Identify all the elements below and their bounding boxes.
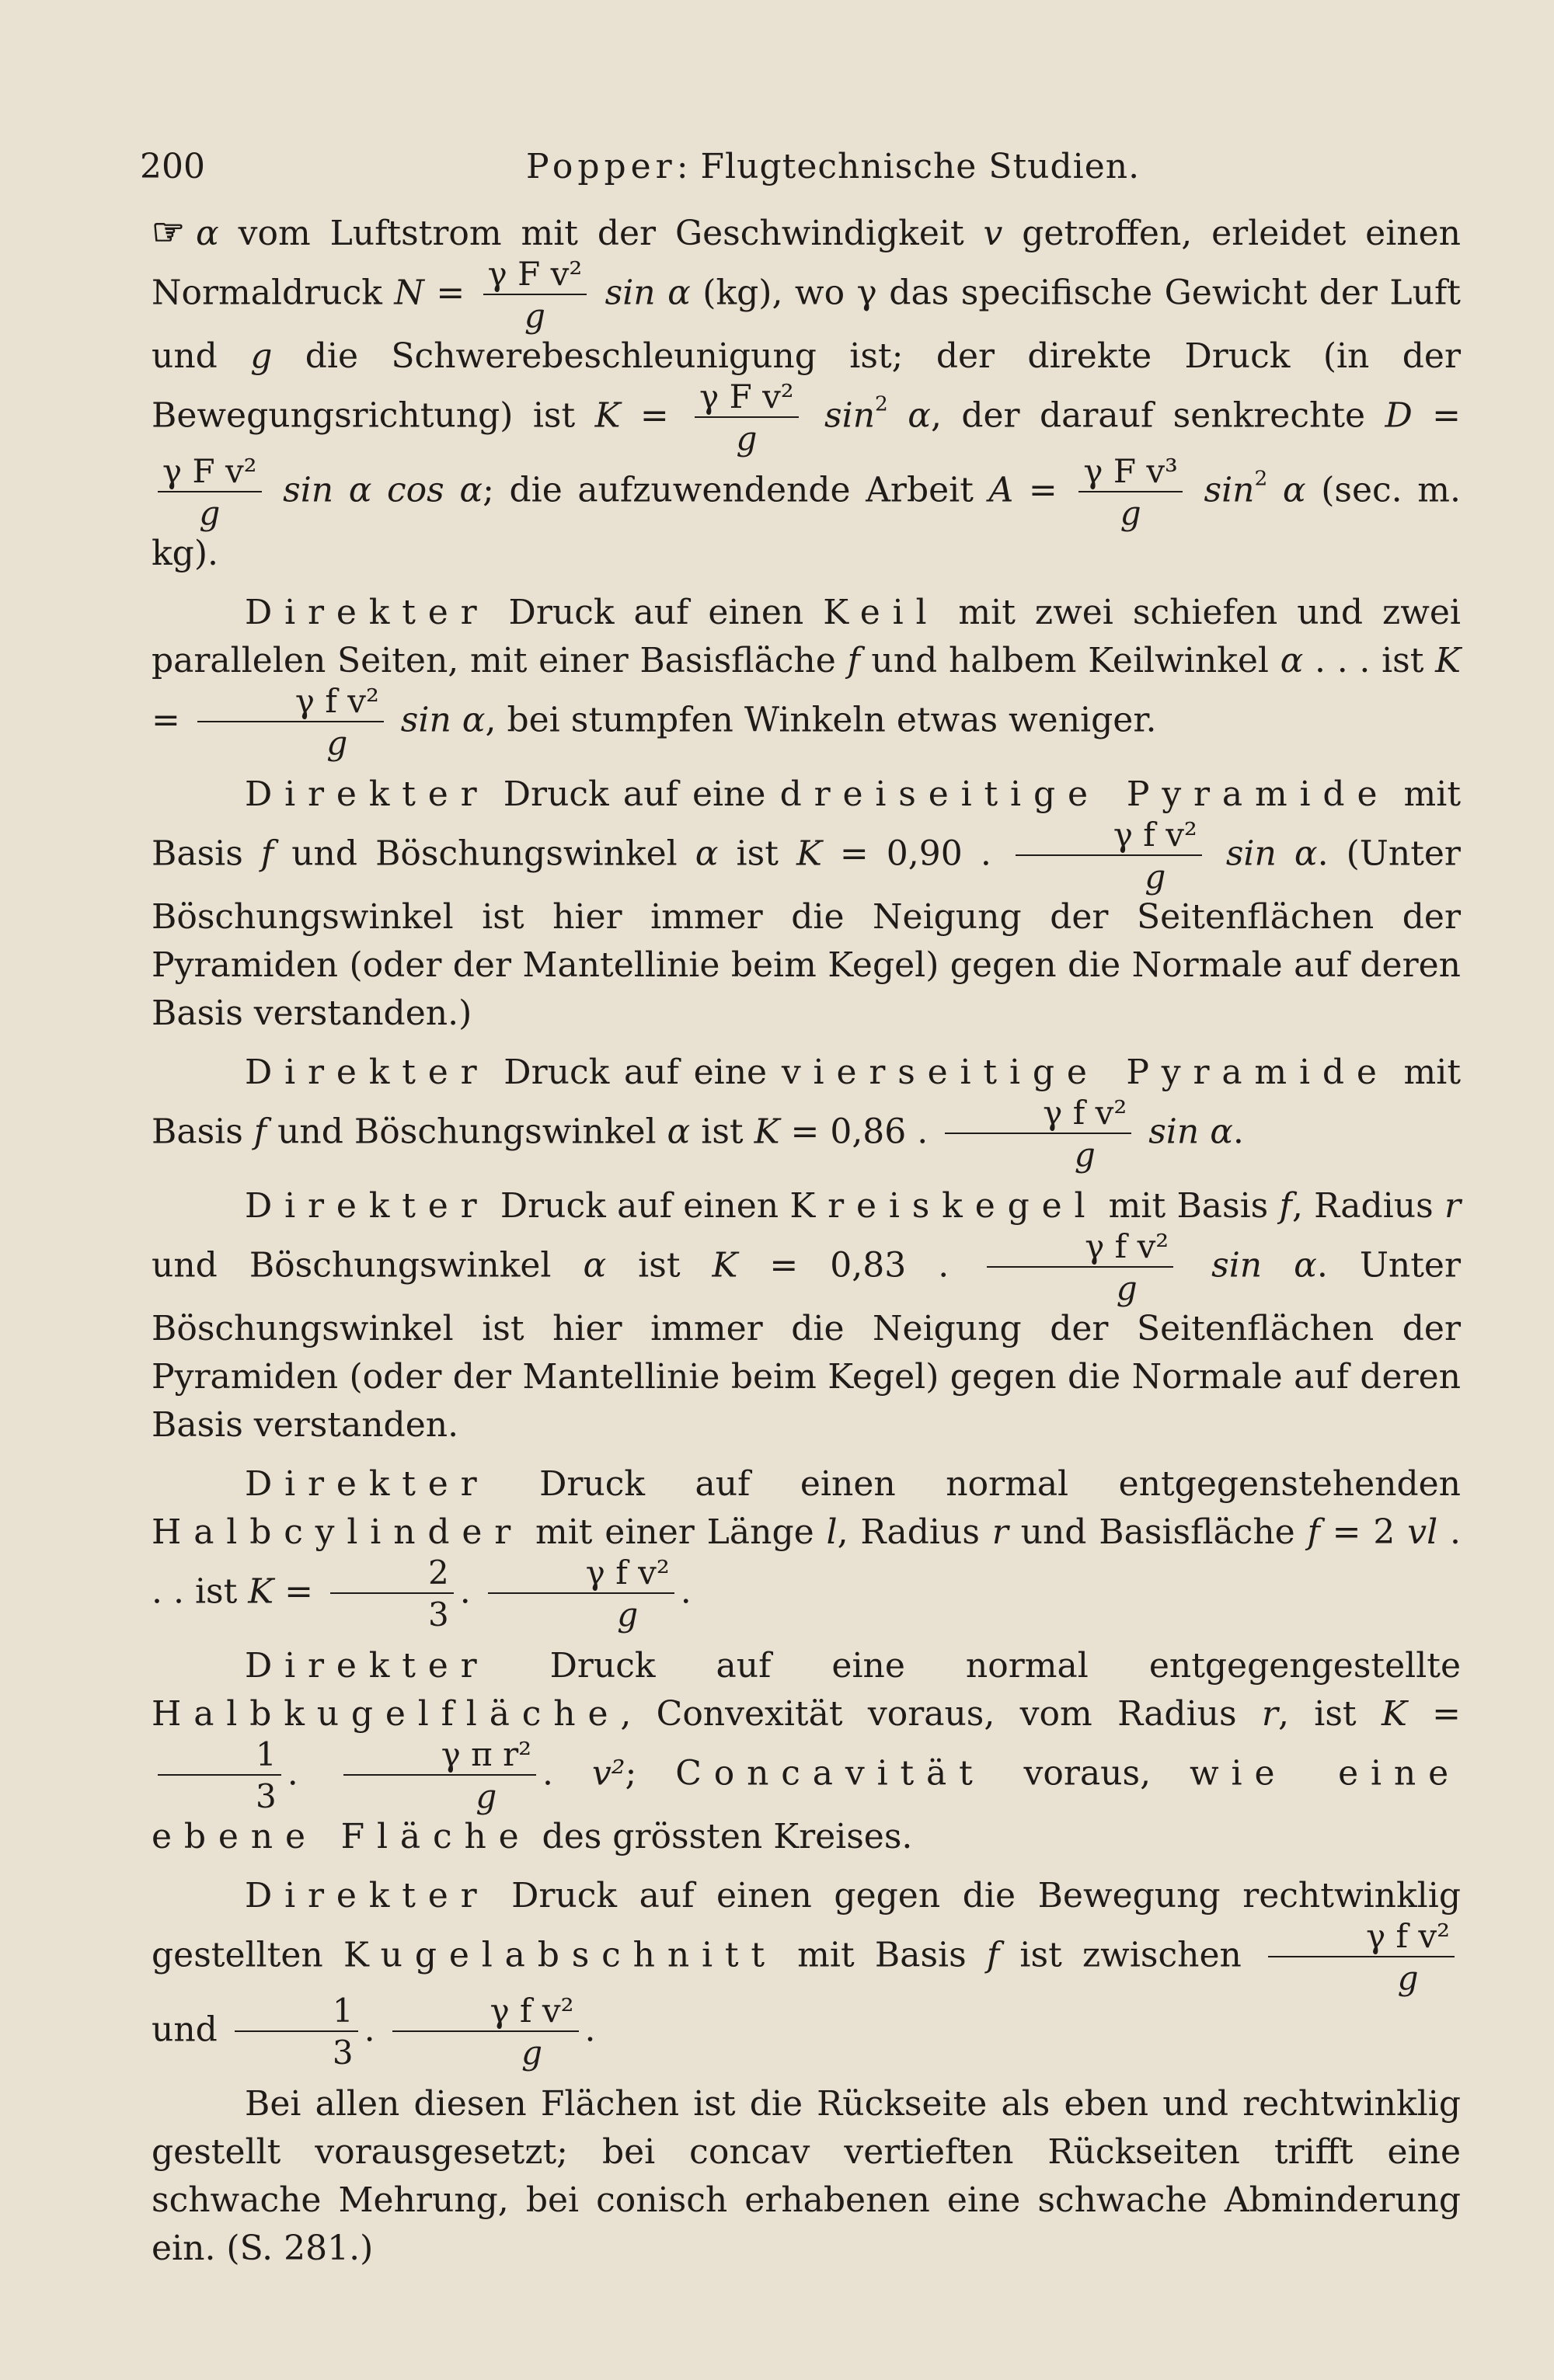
document-body	[152, 208, 1461, 2284]
paragraph-circular-cone: Direkter Druck auf einen Kreiskegel mit Basis f, Radius r und Böschungswinkel α ist K = 0,83 . $\frac{\text{γ f v²}}{g}$ sin α. Unter Böschungswinkel ist hier immer die Neigung der Seitenflächen der Pyramiden (oder der Mantellinie beim Kegel) gegen die Normale auf deren Basis verstanden.	[152, 1186, 1461, 1445]
fraction: $\frac{2}{3}$	[330, 1557, 454, 1631]
fraction: $\frac{\text{γ F v²}}{g}$	[483, 258, 587, 332]
fraction: $\frac{\text{γ f v²}}{g}$	[1016, 819, 1202, 893]
paragraph-half-cylinder: Direkter Druck auf einen normal entgegenstehenden Halbcylinder mit einer Länge l, Radius r und Basisfläche f = 2 vl . . . ist K = $\frac{2}{3}$ . $\frac{\text{γ f v²}}{g}$ .	[152, 1464, 1461, 1634]
running-title: Popper: Flugtechnische Studien.	[526, 147, 1141, 186]
fraction: $\frac{\text{γ f v²}}{g}$	[1268, 1920, 1455, 1995]
fraction: $\frac{\text{γ F v²}}{g}$	[158, 455, 262, 530]
paragraph-sphere-segment: Direkter Druck auf einen gegen die Bewegung rechtwinklig gestellten Kugelabschnitt mit Basis f ist zwischen $\frac{\text{γ f v²}}{g}$ und $\frac{1}{3}$ . $\frac{\text{γ f v²}}{g}$ .	[152, 1876, 1461, 2072]
fraction: $\frac{\text{γ F v²}}{g}$	[695, 381, 799, 455]
paragraph-hemisphere: Direkter Druck auf eine normal entgegengestellte Halbkugelfläche, Convexität voraus, vom Radius r, ist K = $\frac{1}{3}$ . $\frac{\text{γ π r²}}{g}$ . v²; Concavität voraus, wie eine ebene Fläche des grössten Kreises.	[152, 1646, 1462, 1856]
fraction: $\frac{\text{γ f v²}}{g}$	[392, 1995, 579, 2069]
fraction: $\frac{1}{3}$	[235, 1995, 358, 2069]
pointing-hand-icon: ☞	[152, 211, 186, 254]
paragraph-normal-pressure: ☞ α vom Luftstrom mit der Geschwindigkeit v getroffen, erleidet einen Normaldruck N = $\frac{\text{γ F v²}}{g}$ sin α (kg), wo γ das specifische Gewicht der Luft und g die Schwerebeschleunigung ist; der direkte Druck (in der Bewegungsrichtung) ist K = $\frac{\text{γ F v²}}{g}$ $\sin^2 \alpha$, der darauf senkrechte D = $\frac{\text{γ F v²}}{g}$ sin α cos α; die aufzuwendende Arbeit A = $\frac{\text{γ F v³}}{g}$ $\sin^2 \alpha$ (sec. m. kg).	[152, 208, 1461, 578]
fraction: $\frac{\text{γ F v³}}{g}$	[1078, 455, 1183, 530]
fraction: $\frac{\text{γ f v²}}{g}$	[488, 1557, 674, 1631]
paragraph-wedge: Direkter Druck auf einen Keil mit zwei schiefen und zwei parallelen Seiten, mit einer Basisfläche f und halbem Keilwinkel α . . . ist K = $\frac{\text{γ f v²}}{g}$ sin α, bei stumpfen Winkeln etwas weniger.	[152, 593, 1461, 762]
fraction: $\frac{\text{γ π r²}}{g}$	[343, 1738, 536, 1813]
fraction: $\frac{\text{γ f v²}}{g}$	[987, 1230, 1173, 1305]
fraction: $\frac{\text{γ f v²}}{g}$	[945, 1097, 1131, 1171]
paragraph-three-sided-pyramid: Direkter Druck auf eine dreiseitige Pyramide mit Basis f und Böschungswinkel α ist K = 0,90 . $\frac{\text{γ f v²}}{g}$ sin α. (Unter Böschungswinkel ist hier immer die Neigung der Seitenflächen der Pyramiden (oder der Mantellinie beim Kegel) gegen die Normale auf deren Basis verstanden.)	[152, 774, 1461, 1033]
fraction: $\frac{1}{3}$	[158, 1738, 281, 1813]
paragraph-four-sided-pyramid: Direkter Druck auf eine vierseitige Pyramide mit Basis f und Böschungswinkel α ist K = 0,86 . $\frac{\text{γ f v²}}{g}$ sin α.	[152, 1053, 1462, 1174]
page-number: 200	[140, 147, 205, 186]
paragraph-rear-side-note: Bei allen diesen Flächen ist die Rückseite als eben und rechtwinklig gestellt vorausgesetzt; bei concav vertieften Rückseiten trifft eine schwache Mehrung, bei conisch erhabenen eine schwache Abminderung ein. (S. 281.)	[152, 2084, 1461, 2268]
fraction: $\frac{\text{γ f v²}}{g}$	[197, 685, 384, 760]
